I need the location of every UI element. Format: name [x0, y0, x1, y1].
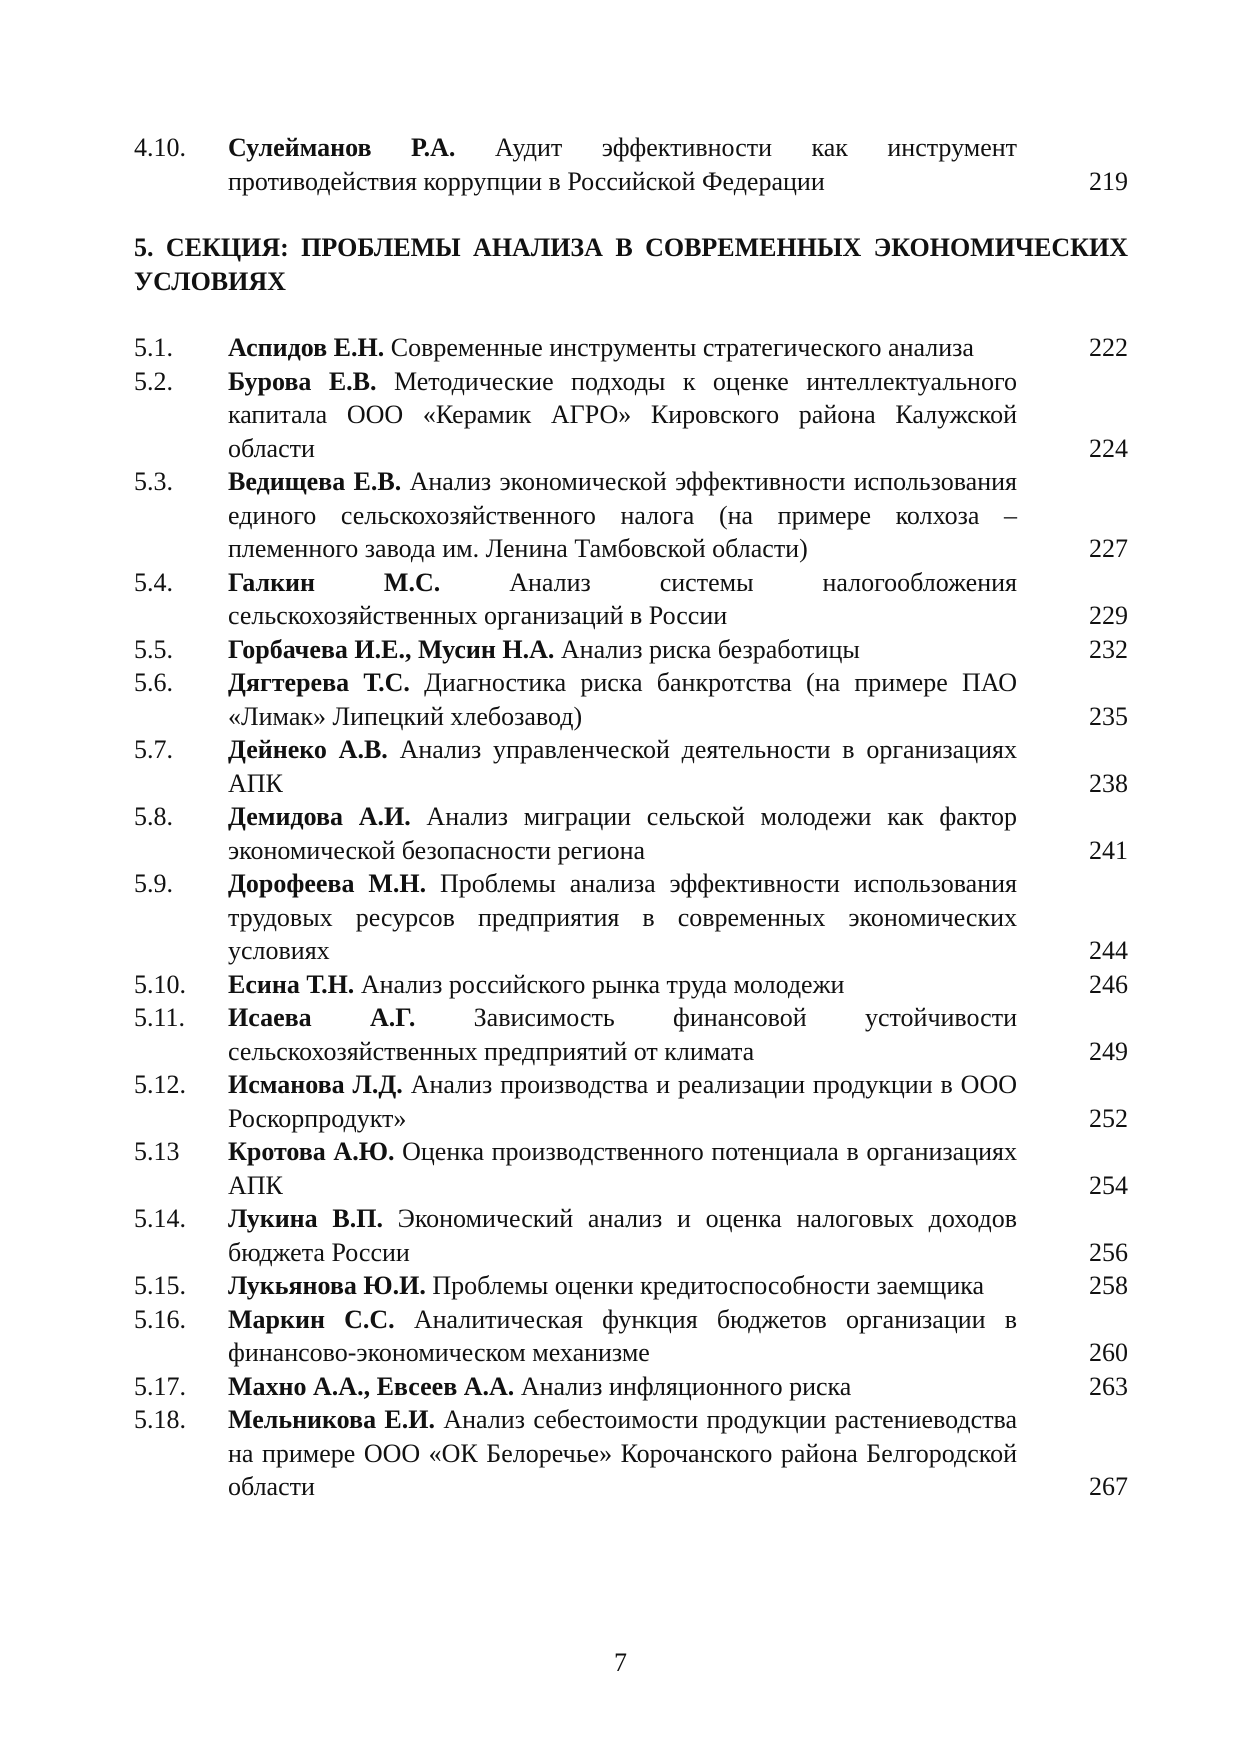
entry-text [228, 1001, 1017, 1068]
entry-title: Аналитическая функция бюджетов организации в финансово-экономическом механизме [228, 1304, 1018, 1367]
page-number: 7 [614, 1648, 627, 1677]
entry-text [228, 633, 1017, 667]
toc-entry [134, 1269, 1128, 1303]
toc-entry [134, 331, 1128, 365]
entry-title: Анализ миграции сельской молодежи как фактор экономической безопасности региона [228, 802, 1018, 865]
entry-text [228, 365, 1017, 466]
entry-page: 252 [1089, 1103, 1128, 1133]
toc-entry [134, 733, 1128, 800]
entry-author: Исаева А.Г. [228, 1003, 416, 1032]
entry-number: 5.12. [134, 1070, 186, 1099]
toc-entry [134, 566, 1128, 633]
entry-title: Анализ производства и реализации продукции в ООО Роскорпродукт» [228, 1070, 1018, 1133]
toc-entry [134, 131, 1128, 198]
entry-page: 235 [1089, 701, 1128, 731]
entry-text [228, 131, 1017, 198]
entry-text [228, 733, 1017, 800]
toc-entry [134, 666, 1128, 733]
entry-text [228, 1068, 1017, 1135]
toc-entry [134, 1403, 1128, 1504]
entry-page: 267 [1089, 1472, 1128, 1501]
toc-entry [134, 1135, 1128, 1202]
entry-number: 5.2. [134, 366, 173, 396]
entry-text [228, 867, 1017, 968]
entry-title: Методические подходы к оценке интеллектуального капитала ООО «Керамик АГРО» Кировского района Калужской области [228, 366, 1017, 463]
entry-number: 5.1. [134, 333, 173, 362]
entry-page: 260 [1089, 1338, 1128, 1367]
entry-title: Современные инструменты стратегического анализа [390, 333, 974, 362]
section-heading: 5. СЕКЦИЯ: ПРОБЛЕМЫ АНАЛИЗА В СОВРЕМЕННЫХ ЭКОНОМИЧЕСКИХ УСЛОВИЯХ [134, 233, 1128, 296]
entry-title: Аудит эффективности как инструмент противодействия коррупции в Российской Федерации [228, 133, 1018, 196]
entry-page: 246 [1089, 969, 1128, 999]
entry-text [228, 968, 1017, 1002]
entry-number: 5.11. [134, 1003, 186, 1032]
entry-title: Проблемы оценки кредитоспособности заемщика [432, 1271, 985, 1300]
entry-page: 222 [1089, 333, 1128, 362]
entry-page: 244 [1089, 936, 1128, 965]
entry-text [228, 1202, 1017, 1269]
entry-page: 238 [1089, 768, 1128, 798]
entry-author: Дейнеко А.В. [228, 735, 388, 764]
toc-entry [134, 867, 1128, 968]
entry-author: Есина Т.Н. [228, 969, 355, 999]
entry-number: 5.4. [134, 567, 173, 597]
entry-title: Диагностика риска банкротства (на примере ПАО «Лимак» Липецкий хлебозавод) [228, 668, 1017, 731]
entry-title: Анализ экономической эффективности использования единого сельскохозяйственного налога (на примере колхоза – племенного завода им. Ленина Тамбовской области) [228, 467, 1018, 563]
entry-number: 4.10. [134, 133, 186, 162]
entry-author: Сулейманов Р.А. [228, 133, 456, 162]
entry-author: Бурова Е.В. [228, 366, 377, 396]
entry-number: 5.16. [134, 1304, 186, 1334]
entry-number: 5.5. [134, 634, 173, 664]
entry-number: 5.6. [134, 668, 173, 697]
toc-entry [134, 1202, 1128, 1269]
entry-author: Галкин М.С. [228, 567, 441, 597]
entry-number: 5.3. [134, 467, 173, 496]
entry-title: Зависимость финансовой устойчивости сельскохозяйственных предприятий от климата [228, 1003, 1017, 1066]
entry-text [228, 1303, 1017, 1370]
entry-author: Махно А.А., Евсеев А.А. [228, 1371, 515, 1401]
entry-page: 241 [1089, 835, 1128, 865]
toc-entry [134, 465, 1128, 566]
entry-text [228, 666, 1017, 733]
toc-entry [134, 968, 1128, 1002]
entry-text [228, 331, 1017, 365]
entry-text [228, 465, 1017, 566]
entry-author: Лукьянова Ю.И. [228, 1271, 426, 1300]
entry-title: Анализ российского рынка труда молодежи [360, 969, 845, 999]
entry-number: 5.8. [134, 802, 173, 831]
entry-title: Анализ себестоимости продукции растениеводства на примере ООО «ОК Белоречье» Корочанского района Белгородской области [228, 1405, 1017, 1501]
entry-page: 258 [1089, 1271, 1128, 1300]
entry-author: Аспидов Е.Н. [228, 333, 385, 362]
entry-page: 227 [1089, 534, 1128, 563]
entry-page: 263 [1089, 1371, 1128, 1401]
toc-entry [134, 1001, 1128, 1068]
toc-entry [134, 633, 1128, 667]
entry-page: 249 [1089, 1036, 1128, 1066]
entry-title: Проблемы анализа эффективности использования трудовых ресурсов предприятия в современных экономических условиях [228, 869, 1017, 965]
entry-page: 229 [1089, 601, 1128, 630]
entry-number: 5.13 [134, 1137, 180, 1166]
toc-entry [134, 1068, 1128, 1135]
entry-number: 5.9. [134, 869, 173, 898]
toc-entry [134, 1370, 1128, 1404]
entry-author: Лукина В.П. [228, 1204, 383, 1233]
toc-entry [134, 365, 1128, 466]
entry-title: Анализ риска безработицы [560, 634, 860, 664]
entry-text [228, 1269, 1017, 1303]
entry-number: 5.14. [134, 1204, 186, 1233]
entry-number: 5.17. [134, 1371, 186, 1401]
entry-text [228, 800, 1017, 867]
entry-title: Анализ инфляционного риска [520, 1371, 852, 1401]
entry-text [228, 1403, 1017, 1504]
entry-author: Дорофеева М.Н. [228, 869, 427, 898]
entry-author: Мельникова Е.И. [228, 1405, 435, 1434]
entry-author: Кротова А.Ю. [228, 1137, 395, 1166]
entry-author: Маркин С.С. [228, 1304, 395, 1334]
entry-number: 5.18. [134, 1405, 186, 1434]
entry-author: Ведищева Е.В. [228, 467, 402, 496]
entry-text [228, 566, 1017, 633]
entry-number: 5.7. [134, 735, 173, 764]
entry-page: 219 [1089, 166, 1128, 196]
entry-author: Дягтерева Т.С. [228, 668, 410, 697]
entry-number: 5.10. [134, 969, 186, 999]
entry-text [228, 1370, 1017, 1404]
entry-number: 5.15. [134, 1271, 186, 1300]
toc-entry [134, 1303, 1128, 1370]
entry-page: 224 [1089, 433, 1128, 463]
table-of-contents [134, 131, 1128, 1504]
entry-author: Горбачева И.Е., Мусин Н.А. [228, 634, 555, 664]
entry-page: 256 [1089, 1237, 1128, 1267]
entry-page: 254 [1089, 1170, 1128, 1200]
entry-title: Экономический анализ и оценка налоговых доходов бюджета России [228, 1204, 1017, 1267]
entry-title: Анализ системы налогообложения сельскохозяйственных организаций в России [228, 567, 1017, 630]
entry-title: Анализ управленческой деятельности в организациях АПК [228, 735, 1017, 798]
toc-entry [134, 800, 1128, 867]
entry-title: Оценка производственного потенциала в организациях АПК [228, 1137, 1017, 1200]
entry-author: Демидова А.И. [228, 802, 411, 831]
entry-author: Исманова Л.Д. [228, 1070, 403, 1099]
entry-page: 232 [1089, 634, 1128, 664]
entry-text [228, 1135, 1017, 1202]
